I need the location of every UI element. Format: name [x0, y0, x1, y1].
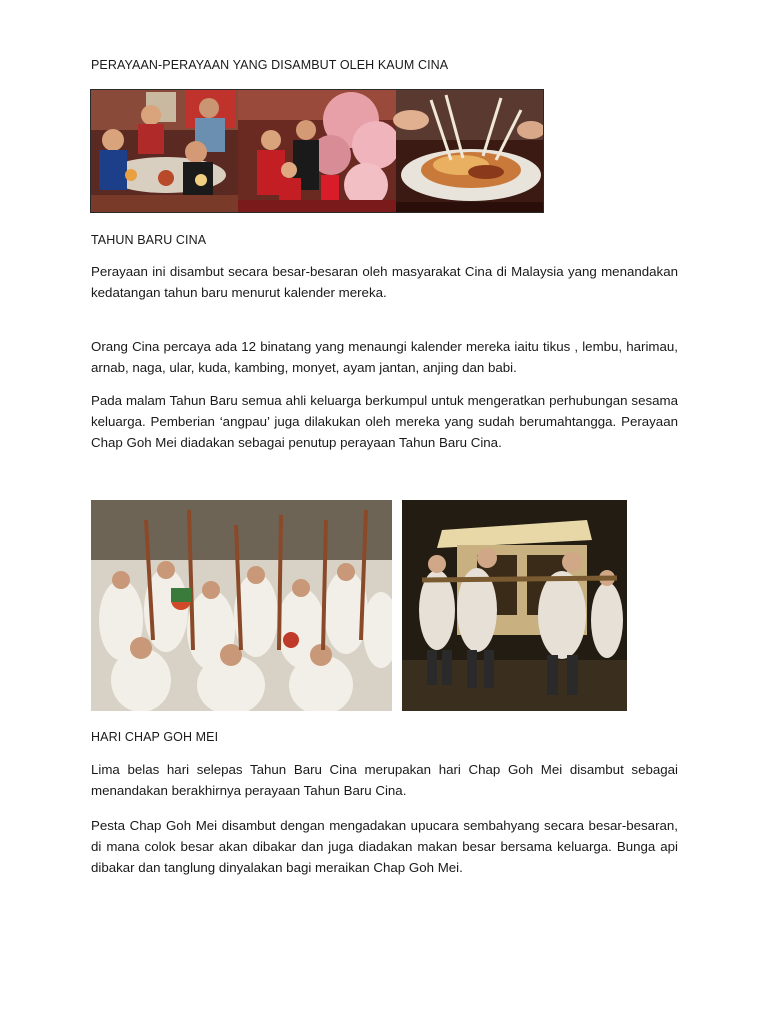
paragraph: Perayaan ini disambut secara besar-besaran oleh masyarakat Cina di Malaysia yang menandakan kedatangan tahun baru menurut kalender mereka. — [91, 264, 678, 300]
paragraph: Orang Cina percaya ada 12 binatang yang menaungi kalender mereka iaitu tikus , lembu, harimau, arnab, naga, ular, kuda, kambing, monyet, ayam jantan, anjing dan babi. — [91, 339, 678, 375]
festive-family-photo — [238, 90, 400, 212]
incense-procession-photo — [91, 500, 392, 711]
yee-sang-photo — [393, 90, 543, 212]
section-heading-chap-goh-mei: HARI CHAP GOH MEI — [91, 730, 219, 744]
paragraph: Pada malam Tahun Baru semua ahli keluarga berkumpul untuk mengeratkan perhubungan sesama keluarga. Pemberian ‘angpau’ juga dilakukan oleh mereka yang sudah berumahtangga. Perayaan Chap Goh Mei diadakan sebagai penutup perayaan Tahun Baru Cina. — [91, 393, 678, 450]
section-heading-tahun-baru-cina: TAHUN BARU CINA — [91, 233, 207, 247]
lantern-carrying-photo — [402, 500, 627, 711]
paragraph: Pesta Chap Goh Mei disambut dengan mengadakan upucara sembahyang secara besar-besaran, di mana colok besar akan dibakar dan juga diadakan makan besar bersama keluarga. Bunga api dibakar dan tanglung dinyalakan bagi meraikan Chap Goh Mei. — [91, 818, 678, 875]
celebration-photo-strip — [90, 89, 544, 213]
document-title: PERAYAAN-PERAYAAN YANG DISAMBUT OLEH KAUM CINA — [91, 58, 449, 72]
family-dinner-photo — [91, 90, 238, 212]
paragraph: Lima belas hari selepas Tahun Baru Cina merupakan hari Chap Goh Mei disambut sebagai menandakan berakhirnya perayaan Tahun Baru Cina. — [91, 762, 678, 798]
